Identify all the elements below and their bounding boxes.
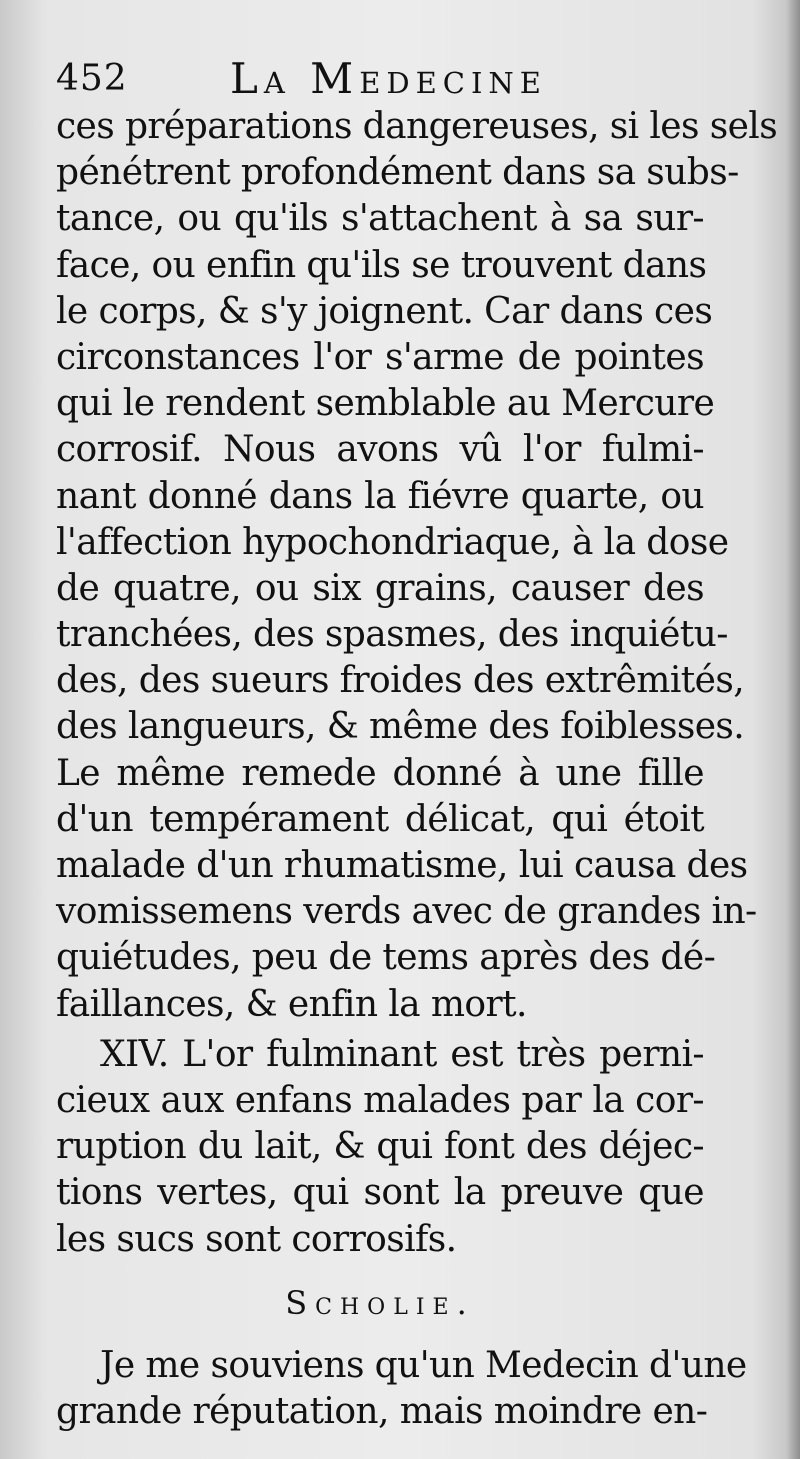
- section-heading: Scholie.: [285, 1283, 475, 1322]
- text-line: d'un tempérament délicat, qui étoit: [56, 798, 704, 840]
- text-line: malade d'un rhumatisme, lui causa des: [56, 845, 748, 886]
- running-title: La Medecine: [230, 54, 547, 103]
- text-line: XIV. L'or fulminant est très perni-: [100, 1033, 704, 1075]
- page-edge-shadow: [786, 0, 800, 1459]
- text-line: l'affection hypochondriaque, à la dose: [56, 521, 729, 563]
- paragraph-3: [56, 1343, 747, 1435]
- text-line: Je me souviens qu'un Medecin d'une: [100, 1344, 747, 1386]
- text-line: ruption du lait, & qui font des déjec-: [56, 1126, 704, 1168]
- paragraph-1: [56, 104, 778, 1028]
- text-line: les sucs sont corrosifs.: [56, 1218, 457, 1260]
- text-line: vomissemens verds avec de grandes in-: [56, 891, 757, 933]
- text-line: corrosif. Nous avons vû l'or fulmi-: [56, 429, 704, 471]
- text-line: cieux aux enfans malades par la cor-: [56, 1079, 704, 1121]
- text-line: quiétudes, peu de tems après des dé-: [56, 937, 716, 979]
- text-line: circonstances l'or s'arme de pointes: [56, 336, 704, 378]
- text-line: qui le rendent semblable au Mercure: [56, 383, 715, 425]
- text-line: de quatre, ou six grains, causer des: [56, 567, 704, 609]
- paragraph-2: [56, 1032, 704, 1263]
- body-text: [56, 104, 778, 1435]
- text-line: tions vertes, qui sont la preuve que: [56, 1172, 704, 1214]
- text-line: nant donné dans la fiévre quarte, ou: [56, 475, 704, 517]
- text-line: tance, ou qu'ils s'attachent à sa sur-: [56, 198, 704, 240]
- text-line: face, ou enfin qu'ils se trouvent dans: [56, 244, 707, 286]
- text-line: des langueurs, & même des foiblesses.: [56, 706, 745, 748]
- page-header: [50, 48, 750, 104]
- text-line: Le même remede donné à une fille: [56, 752, 704, 794]
- text-line: pénétrent profondément dans sa subs-: [56, 152, 739, 194]
- page-number: 452: [56, 58, 128, 99]
- text-line: ces préparations dangereuses, si les sels: [56, 106, 778, 147]
- text-line: des, des sueurs froides des extrêmités,: [56, 660, 745, 702]
- text-line: tranchées, des spasmes, des inquiétu-: [56, 614, 728, 656]
- text-line: faillances, & enfin la mort.: [56, 983, 527, 1025]
- text-line: grande réputation, mais moindre en-: [56, 1390, 708, 1432]
- text-line: le corps, & s'y joignent. Car dans ces: [56, 290, 713, 332]
